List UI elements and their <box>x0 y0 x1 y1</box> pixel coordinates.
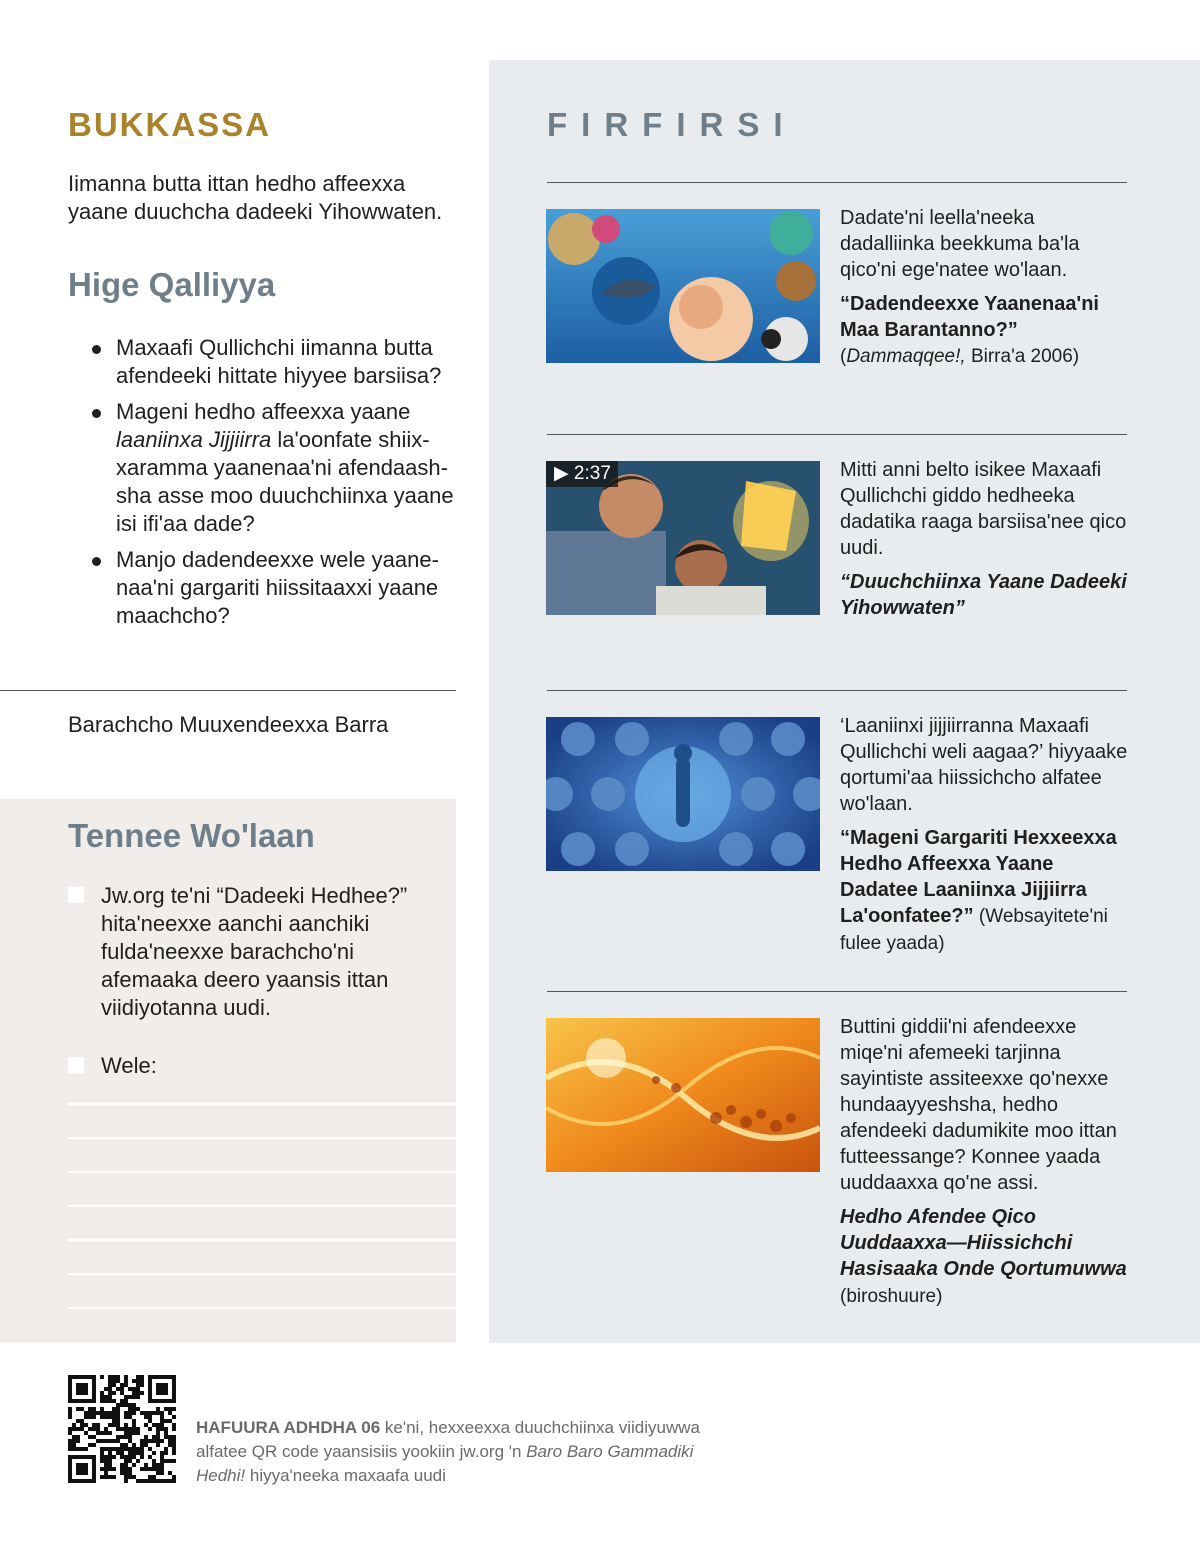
divider <box>547 690 1127 691</box>
explore-heading: FIRFIRSI <box>547 106 797 143</box>
father-son-video-image[interactable] <box>546 461 820 615</box>
write-line[interactable] <box>68 1137 456 1139</box>
dna-strand-image[interactable] <box>546 1018 820 1172</box>
divider <box>547 991 1127 992</box>
summary-text: Iimanna butta ittan hedho affeexxa yaane duuchcha dadeeki Yihowwaten. <box>68 171 443 224</box>
checkbox[interactable] <box>68 1057 84 1073</box>
write-line[interactable] <box>68 1239 456 1241</box>
checkbox[interactable] <box>68 887 84 903</box>
write-line[interactable] <box>68 1103 456 1105</box>
write-line[interactable] <box>68 1171 456 1173</box>
review-question: Manjo dadendeexxe wele yaanenaa'ni gargariti hiissitaaxxi yaane maachcho? <box>92 546 462 630</box>
checklist-item[interactable]: Jw.org te'ni “Dadeeki Hedhee?” hita'neexxe aanchi aanchiki fulda'neexxe barachcho'ni afemaaka deero yaansis ittan viidiyotanna uudi. <box>68 882 438 1022</box>
resource-entry: Buttini giddii'ni afendeexxe miqe'ni afemeeki tarjinna sayintiste assiteexxe qo'nexxe hundaayyeshsha, hedho afendeeki dadumikite moo ittan futteessange? Konnee yaada uuddaaxxa qo'ne assi. Hedho Afendee Qico Uuddaaxxa—Hiissichchi Hasisaaka Onde Qortumuwwa (biroshuure) <box>840 1014 1132 1310</box>
write-line[interactable] <box>68 1205 456 1207</box>
bullet-icon <box>92 345 101 354</box>
nature-collage-image[interactable] <box>546 209 820 363</box>
bullet-icon <box>92 557 101 566</box>
play-icon: ▶ <box>554 463 569 484</box>
lesson-completed-date-label: Barachcho Muuxendeexxa Barra <box>68 712 389 737</box>
review-heading: Hige Qalliyya <box>68 266 276 303</box>
review-questions-list <box>92 334 462 638</box>
bullet-icon <box>92 409 101 418</box>
write-line[interactable] <box>68 1307 456 1309</box>
summary-heading: BUKKASSA <box>68 106 272 143</box>
footer-note: HAFUURA ADHDHA 06 ke'ni, hexxeexxa duuchchiinxa viidiyuwwa alfatee QR code yaansisiis yookiin jw.org 'n Baro Baro Gammadiki Hedhi! hiyya'neeka maxaafa uudi <box>196 1418 700 1485</box>
resource-entry: Mitti anni belto isikee Maxaafi Qullichchi giddo hedheeka dadatika raaga barsiisa'nee qico uudi. “Duuchchiinxa Yaane Dadeeki Yihowwaten” <box>840 457 1132 621</box>
qr-code[interactable] <box>68 1375 176 1483</box>
checklist-item-other[interactable]: Wele: <box>68 1052 438 1080</box>
divider <box>547 434 1127 435</box>
resource-link[interactable]: “Dadendeexxe Yaanenaa'ni Maa Barantanno?” (Dammaqqee!, Birra'a 2006) <box>840 293 1099 367</box>
video-duration-badge: ▶ 2:37 <box>546 461 618 487</box>
human-animals-circle-image[interactable] <box>546 717 820 871</box>
write-line[interactable] <box>68 1273 456 1275</box>
resource-link[interactable]: Hedho Afendee Qico Uuddaaxxa—Hiissichchi Hasisaaka Onde Qortumuwwa (biroshuure) <box>840 1206 1127 1307</box>
resource-link[interactable]: “Duuchchiinxa Yaane Dadeeki Yihowwaten” <box>840 571 1127 619</box>
review-question: Mageni hedho affeexxa yaane laaniinxa Jijjiirra la'oonfate shiixxaramma yaanenaa'ni afendaashsha asse moo duuchchiinxa yaane isi ifi'aa dade? <box>92 398 462 538</box>
divider <box>0 690 456 691</box>
resource-link[interactable]: “Mageni Gargariti Hexxeexxa Hedho Affeexxa Yaane Dadatee Laaniinxa Jijjiirra La'oonfatee?” (Websayitete'ni fulee yaada) <box>840 827 1117 954</box>
resource-entry: Dadate'ni leella'neeka dadalliinka beekkuma ba'la qico'ni ege'natee wo'laan. “Dadendeexxe Yaanenaa'ni Maa Barantanno?” (Dammaqqee!, Birra'a 2006) <box>840 205 1132 370</box>
divider <box>547 182 1127 183</box>
try-this-heading: Tennee Wo'laan <box>68 817 315 854</box>
review-question: Maxaafi Qullichchi iimanna butta afendeeki hittate hiyyee barsiisa? <box>92 334 462 390</box>
resource-entry: ‘Laaniinxi jijjiirranna Maxaafi Qullichchi weli aagaa?’ hiyyaake qortumi'aa hiissichcho alfatee wo'laan. “Mageni Gargariti Hexxeexxa Hedho Affeexxa Yaane Dadatee Laaniinxa Jijjiirra La'oonfatee?” (Websayitete'ni fulee yaada) <box>840 713 1132 957</box>
